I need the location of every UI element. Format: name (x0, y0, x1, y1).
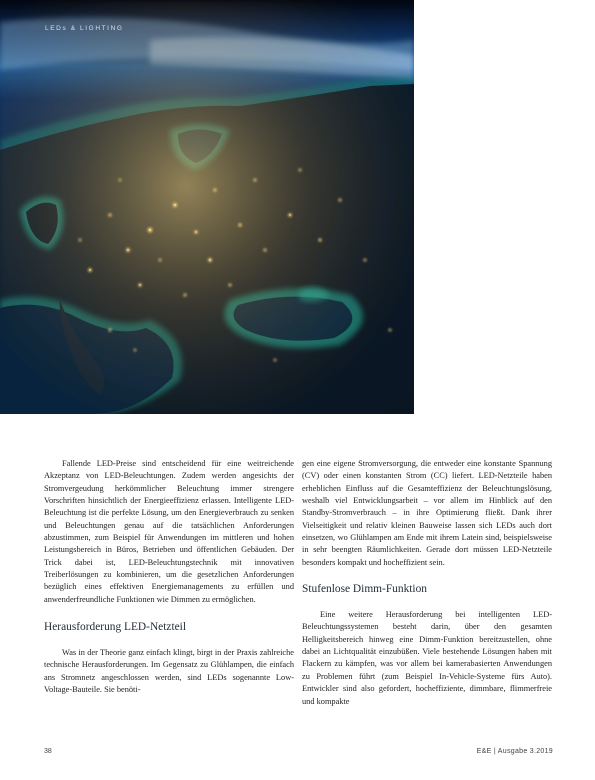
page-number: 38 (44, 748, 52, 755)
body-paragraph: Eine weitere Herausforderung bei intelligenten LED-Beleuchtungssystemen besteht darin, über den gesamten Helligkeitsbereich hinweg eine Dimm-Funktion bereitzustellen, ohne dabei an Lichtqualität einzubüßen. Viele bestehende Lösungen haben mit Flackern zu kämpfen, was vor allem bei kamerabasierten Anwendungen zu Problemen führt (zum Beispiel In-Vehicle-Systeme fürs Auto). Entwickler sind also gefordert, hocheffiziente, dimmbare, flimmerfreie und kompakte (302, 610, 552, 706)
hero-image-europe-at-night (0, 0, 414, 414)
subheading-led-netzteil: Herausforderung LED-Netzteil (44, 621, 187, 634)
section-tag: LEDs & LIGHTING (45, 25, 124, 32)
left-column (44, 458, 294, 697)
subheading-dimm-funktion: Stufenlose Dimm-Funktion (302, 583, 427, 596)
body-paragraph: Was in der Theorie ganz einfach klingt, birgt in der Praxis zahlreiche technische Herausforderungen. Im Gegensatz zu Glühlampen, die einfach ans Stromnetz angeschlossen werden, sind LEDs sogenannte Low-Voltage-Bauteile. Sie benöti- (44, 648, 294, 695)
continuation-paragraph: gen eine eigene Stromversorgung, die entweder eine konstante Spannung (CV) oder einen konstanten Strom (CC) liefert. LED-Netzteile haben erheblichen Einfluss auf die Gesamteffizienz der Beleuchtungslösung, weshalb viel Entwicklungsarbeit – vor allem im Hinblick auf den Standby-Stromverbrauch – in ihre Optimierung fließt. Dank ihrer Vielseitigkeit und relativ kleinen Bauweise lassen sich LEDs auch dort einsetzen, wo Glühlampen am Ende mit ihrem Latein sind, beispielsweise in sehr beengten Räumlichkeiten. Gerade dort müssen LED-Netzteile besonders kompakt und hocheffizient sein. (302, 459, 552, 567)
right-column (302, 458, 552, 708)
intro-paragraph: Fallende LED-Preise sind entscheidend für eine weitreichende Akzeptanz von LED-Beleuchtungen. Zudem werden angesichts der Stromvergeudung herkömmlicher Beleuchtung immer strengere Vorschriften hinsichtlich der Energieeffizienz erlassen. Intelligente LED-Beleuchtung ist die perfekte Lösung, um den Energieverbrauch zu senken und Beleuchtungen genau auf die tatsächlichen Anforderungen abzustimmen, zum Beispiel für Anwendungen im mittleren und hohen Leistungsbereich in Büros, Betrieben und öffentlichen Gebäuden. Der Trick dabei ist, LED-Beleuchtungstechnik mit innovativen Treiberlösungen zu kombinieren, um die gesetzlichen Anforderungen bezüglich eines effektiven Energiemanagements zu erfüllen und anwenderfreundliche Funktionen wie Dimmen zu ermöglichen. (44, 459, 294, 604)
night-earth-illustration (0, 0, 414, 414)
issue-label: E&E | Ausgabe 3.2019 (476, 748, 553, 755)
